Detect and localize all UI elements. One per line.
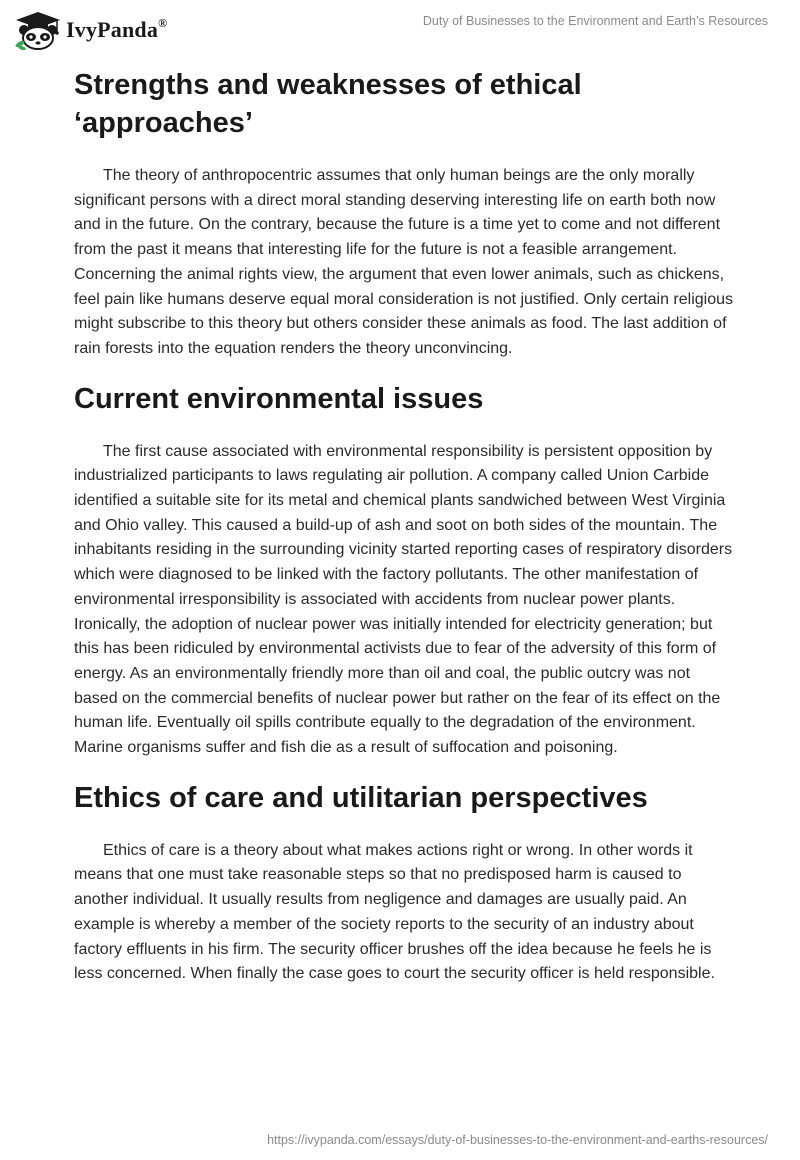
panda-graduate-icon	[14, 10, 62, 50]
section-heading: Strengths and weaknesses of ethical ‘approaches’	[74, 69, 582, 139]
article-body	[74, 66, 734, 987]
logo-text: IvyPanda®	[66, 15, 168, 42]
section-heading: Ethics of care and utilitarian perspectives	[74, 781, 648, 814]
registered-mark: ®	[158, 15, 168, 30]
section-paragraph: The first cause associated with environmental responsibility is persistent opposition by industrialized participants to laws regulating air pollution. A company called Union Carbide identified a suitable site for its metal and chemical plants sandwiched between West Virginia and Ohio valley. This caused a build-up of ash and soot on both sides of the mountain. The inhabitants residing in the surrounding vicinity started reporting cases of respiratory disorders which were diagnosed to be linked with the factory pollutants. The other manifestation of environmental irresponsibility is associated with accidents from nuclear power plants. Ironically, the adoption of nuclear power was initially intended for electricity generation; but this has been ridiculed by environmental activists due to fear of the adversity of this form of energy. As an environmentally friendly more than oil and coal, the public outcry was not based on the commercial benefits of nuclear power but rather on the fear of its effect on the human life. Eventually oil spills contribute equally to the degradation of the environment. Marine organisms suffer and fish die as a result of suffocation and poisoning.	[74, 442, 733, 757]
section-heading: Current environmental issues	[74, 382, 484, 415]
page-header	[0, 0, 800, 60]
ivypanda-logo[interactable]	[14, 10, 167, 50]
running-title: Duty of Businesses to the Environment and Earth’s Resources	[422, 14, 768, 28]
section-paragraph: Ethics of care is a theory about what makes actions right or wrong. In other words it means that one must take reasonable steps so that no predisposed harm is caused to another individual. It usually results from negligence and damages are usually paid. An example is whereby a member of the society reports to the security of an industry about factory effluents in his firm. The security officer brushes off the idea because he feels he is less concerned. When finally the case goes to court the security officer is held responsible.	[74, 841, 715, 983]
footer-source-url[interactable]: https://ivypanda.com/essays/duty-of-businesses-to-the-environment-and-earths-resources/	[267, 1133, 768, 1147]
section-paragraph: The theory of anthropocentric assumes that only human beings are the only morally significant persons with a direct moral standing deserving interesting life on earth both now and in the future. On the contrary, because the future is a time yet to come and not different from the past it means that interesting life for the future is not a feasible arrangement. Concerning the animal rights view, the argument that even lower animals, such as chickens, feel pain like humans deserve equal moral consideration is not justified. Only certain religious might subscribe to this theory but others consider these animals as food. The last addition of rain forests into the equation renders the theory unconvincing.	[74, 167, 734, 357]
